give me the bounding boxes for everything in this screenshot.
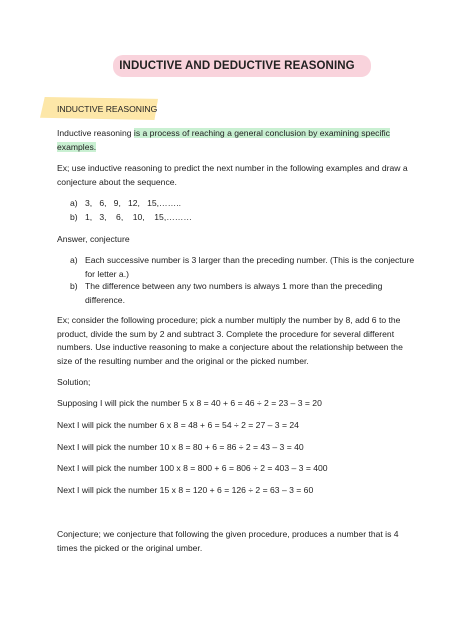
solution-step-1: Supposing I will pick the number 5 x 8 = 40 + 6 = 46 ÷ 2 = 23 – 3 = 20 — [57, 398, 322, 408]
example-1-line-1: Ex; use inductive reasoning to predict the next number in the following examples and draw a — [57, 163, 408, 173]
example-2-line-3: numbers. Use inductive reasoning to make a conjecture about the relationship between the — [57, 342, 403, 352]
example-2-line-1: Ex; consider the following procedure; pick a number multiply the number by 8, add 6 to the — [57, 315, 401, 325]
example-1-line-2: conjecture about the sequence. — [57, 176, 177, 187]
answer-b — [85, 280, 415, 307]
conjecture-paragraph — [57, 528, 437, 555]
solution-step-4: Next I will pick the number 100 x 8 = 800 + 6 = 806 ÷ 2 = 403 – 3 = 400 — [57, 463, 328, 473]
sequence-b: 1, 3, 6, 10, 15,……… — [85, 212, 192, 222]
definition-lead: Inductive reasoning — [57, 128, 134, 138]
answer-a-marker: a) — [70, 255, 78, 265]
example-2-line-4: size of the resulting number and the original or the picked number. — [57, 355, 309, 366]
answer-a-line-1: Each successive number is 3 larger than the preceding number. (This is the conjecture — [85, 255, 415, 265]
solution-heading: Solution; — [57, 377, 91, 387]
solution-step-2: Next I will pick the number 6 x 8 = 48 + 6 = 54 ÷ 2 = 27 – 3 = 24 — [57, 420, 299, 430]
answer-heading: Answer, conjecture — [57, 234, 130, 244]
sequence-a: 3, 6, 9, 12, 15,…….. — [85, 198, 182, 208]
definition-paragraph — [57, 127, 417, 154]
example-2-paragraph — [57, 314, 437, 368]
solution-step-3: Next I will pick the number 10 x 8 = 80 + 6 = 86 ÷ 2 = 43 – 3 = 40 — [57, 442, 304, 452]
conjecture-line-1: Conjecture; we conjecture that following the given procedure, produces a number that is 4 — [57, 529, 399, 539]
sequence-b-marker: b) — [70, 212, 78, 222]
example-2-line-2: product, divide the sum by 2 and subtract 3. Complete the procedure for several different — [57, 328, 395, 339]
example-1-paragraph — [57, 162, 437, 189]
conjecture-line-2: times the picked or the original umber. — [57, 542, 203, 553]
definition-highlight-1: is a process of reaching a general conclusion by examining specific — [133, 128, 390, 138]
answer-b-marker: b) — [70, 281, 78, 291]
section-heading: INDUCTIVE REASONING — [57, 104, 158, 114]
solution-step-5: Next I will pick the number 15 x 8 = 120 + 6 = 126 ÷ 2 = 63 – 3 = 60 — [57, 485, 314, 495]
answer-a-line-2: for letter a.) — [85, 268, 129, 279]
sequence-a-marker: a) — [70, 198, 78, 208]
answer-b-line-2: difference. — [85, 294, 125, 305]
answer-a — [85, 254, 415, 281]
page-title: INDUCTIVE AND DEDUCTIVE REASONING — [119, 60, 355, 72]
answer-b-line-1: The difference between any two numbers is always 1 more than the preceding — [85, 281, 383, 291]
definition-highlight-2: examples. — [57, 141, 97, 152]
